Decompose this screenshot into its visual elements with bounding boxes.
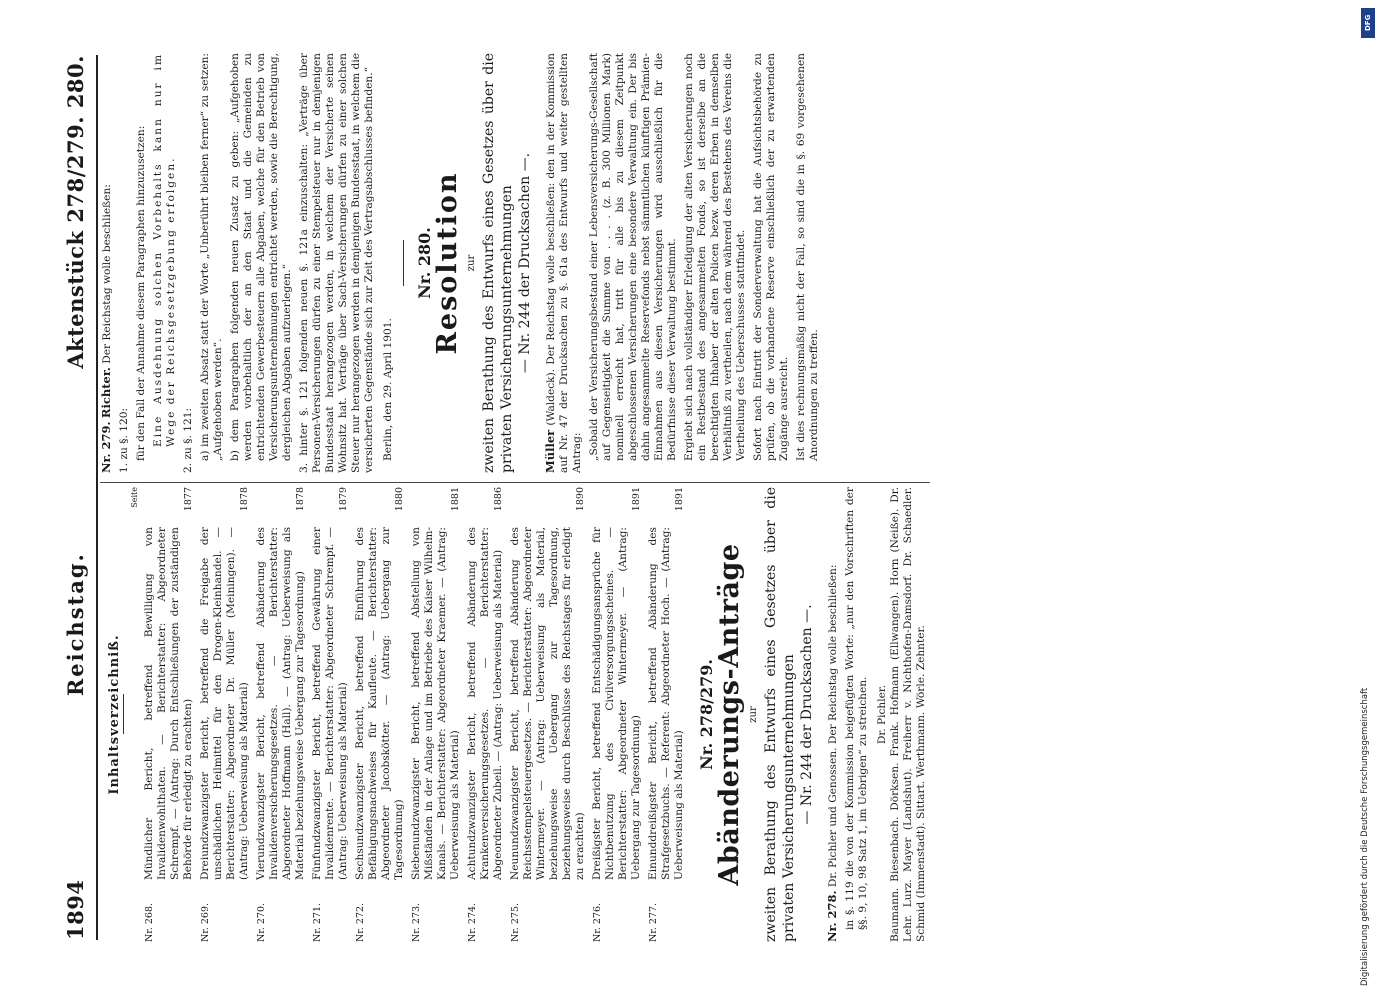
- toc-entry: [591, 487, 643, 942]
- toc-entry: [255, 487, 307, 942]
- toc-entry-page: 1881: [450, 487, 461, 512]
- toc-entry-text: Vierundzwanzigster Bericht, betreffend Abänderung des Invalidenversicherungsgesetzes. — Berichterstatter: Abgeordneter Hoffmann (Hall). — (Antrag: Ueberweisung als Material beziehungsweise Uebergang zur Tagesordnung): [255, 527, 306, 880]
- motion-280-quote3: Sofort nach Eintritt der Sonderverwaltung hat die Aufsichtsbehörde zu prüfen, ob die vorhandene Reserve einschließlich der zu erwartenden Zugänge ausreicht.: [752, 53, 790, 461]
- toc-entry: [509, 487, 587, 942]
- toc-entry: [466, 487, 505, 942]
- right-column: [100, 53, 930, 473]
- motion-280-quote2: Ergiebt sich nach vollständiger Erledigung der alten Versicherungen noch ein Restbestand des angesammelten Fonds, so ist derselbe an die berechtigten Inhaber der alten Policen bezw. deren Erben in demselben Verhältniß zu vertheilen, nach dem während des Bestehens des Vereins die Vertheilung des Ueberschusses stattfindet.: [683, 53, 747, 461]
- page-header: [55, 55, 95, 940]
- motion-278: [826, 487, 840, 942]
- publication-name: Reichstag.: [62, 552, 88, 697]
- section-280-zur: zur: [466, 254, 477, 272]
- signers-list: Baumann. Biesenbach. Dörksen. Frank. Hofmann (Ellwangen). Horn (Neiße). Dr. Lehr. Lurz. Mayer (Landshut). Freiherr v. Nichthofen-Damsdorf. Dr. Schaedler. Schmid (Immenstadt). Sittart. Werthmann. Wörle. Zehnter.: [889, 487, 927, 942]
- toc-entry-text: Mündlicher Bericht, betreffend Bewilligung von Invalidenwohlthaten. — Berichterstatter: Abgeordneter Schrempf. — (Antrag: Durch Entschließungen der zuständigen Behörde für erledigt zu erachten): [143, 527, 194, 880]
- toc-entry-text: Sechsundzwanzigster Bericht, betreffend Einführung des Befähigungsnachweises für Kaufleute. — Berichterstatter: Abgeordneter Jacobskötter. — (Antrag: Uebergang zur Tagesordnung): [354, 527, 405, 880]
- toc-entry-number: Nr. 274.: [467, 902, 478, 942]
- toc-entry-page: 1879: [338, 487, 349, 512]
- toc-entry-page: 1878: [239, 487, 250, 512]
- motion-279-item1-label: 1. zu §. 120:: [118, 407, 130, 473]
- toc-entry-page: 1877: [183, 487, 194, 512]
- page-number: 1894: [62, 879, 88, 940]
- toc-entry: [199, 487, 251, 942]
- toc-entry-text: Fünfundzwanzigster Bericht, betreffend Gewährung einer Invalidenrente. — Berichterstatter: Abgeordneter Schrempf. — (Antrag: Ueberweisung als Material): [311, 527, 349, 880]
- motion-280-quote4: Ist dies rechnungsmäßig nicht der Fall, so sind die in §. 69 vorgesehenen Anordnungen zu treffen.: [795, 53, 820, 461]
- motion-280: [544, 53, 584, 473]
- motion-279-item1-text: für den Fall der Annahme diesem Paragraphen hinzuzusetzen:: [135, 125, 147, 461]
- motion-278-text: Dr. Pichler und Genossen. Der Reichstag wolle beschließen:: [827, 564, 839, 888]
- toc-entry: [647, 487, 686, 942]
- motion-279-item3: 3. hinter §. 121 folgenden neuen §. 121a einzuschalten: „Verträge über Personen-Versicherungen dürfen zu einer Stempelsteuer nur in demjenigen Bundesstaat herangezogen werden, in welchem der Versicherte seinen Wohnsitz hat. Verträge über Sach-Versicherungen dürfen zu einer solchen Steuer nur herangezogen werden in demjenigen Bundesstaat, in welchem die versicherten Gegenstände sich zur Zeit des Vertragsabschlusses befinden.“: [298, 53, 375, 473]
- motion-279: [100, 53, 114, 473]
- toc-entry-page: 1891: [631, 487, 642, 512]
- dfg-footer: [1355, 0, 1383, 1000]
- section-278-number: Nr. 278/279.: [697, 659, 716, 770]
- toc-entry-number: Nr. 271.: [312, 902, 323, 942]
- toc-entry-text: Dreißigster Bericht, betreffend Entschädigungsansprüche für Nichtbenutzung des Civilversorgungsscheines. — Berichterstatter: Abgeordneter Wintermeyer. — (Antrag: Uebergang zur Tagesordnung): [591, 527, 642, 880]
- toc-entry-text: Dreiundzwanzigster Bericht, betreffend die Freigabe der unschädlichen Heilmittel für den Drogen-Kleinhandel. — Berichterstatter: Abgeordneter Dr. Müller (Meiningen). — (Antrag: Ueberweisung als Material): [199, 527, 250, 880]
- toc-entry-page: 1880: [394, 487, 405, 512]
- toc-entry-text: Einunddreißigster Bericht, betreffend Abänderung des Strafgesetzbuchs. — Referent: Abgeordneter Hoch. — (Antrag: Ueberweisung als Material): [647, 527, 685, 880]
- section-280-number: Nr. 280.: [415, 227, 434, 299]
- dfg-credit: [1358, 6, 1372, 986]
- toc-entry-number: Nr. 277.: [648, 902, 659, 942]
- header-rule: [96, 55, 98, 940]
- motion-278-body: in §. 119 die von der Kommission beigefügten Worte: „nur den Vorschriften der §§. 9, 10, 98 Satz 1, im Uebrigen“ zu streichen.: [844, 487, 869, 930]
- toc-entry-number: Nr. 276.: [592, 902, 603, 942]
- toc-seite-label: Seite: [130, 487, 139, 508]
- motion-279-head: Nr. 279.: [99, 421, 113, 473]
- toc-entry-page: 1891: [674, 487, 685, 512]
- toc-entry-number: Nr. 272.: [355, 902, 366, 942]
- toc-title: Inhaltsverzeichniß.: [107, 634, 122, 795]
- document-numbers: Aktenstück 278/279. 280.: [62, 55, 88, 369]
- toc-entry-number: Nr. 270.: [256, 902, 267, 942]
- dfg-logo: DFG: [1361, 8, 1375, 38]
- toc-entry-text: Siebenundzwanzigster Bericht, betreffend Abstellung von Mißständen in der Anlage und im Betriebe des Kaiser Wilhelm-Kanals. — Berichterstatter: Abgeordneter Kraemer. — (Antrag: Ueberweisung als Material): [410, 527, 461, 880]
- motion-280-quote1: „Sobald der Versicherungsbestand einer Lebensversicherungs-Gesellschaft auf Gegenseitigkeit die Summe von . . . . (z. B. 300 Millionen Mark) nominell erreicht hat, tritt für alle bis zu diesem Zeitpunkt abgeschlossenen Versicherungen eine besondere Verwaltung ein. Der bis dahin angesammelte Reservefonds nebst sämmtlichen künftigen Prämien-Einnahmen aus diesen Versicherungen wird ausschließlich für die Bedürfnisse dieser Verwaltung bestimmt.: [588, 53, 678, 461]
- motion-280-author: Müller: [543, 429, 557, 473]
- section-rule: [403, 240, 404, 286]
- section-278-reference: — Nr. 244 der Drucksachen —.: [799, 604, 815, 825]
- section-278-zur: zur: [748, 706, 759, 723]
- motion-280-text: (Waldeck). Der Reichstag wolle beschließen: den in der Kommission auf Nr. 47 der Drucksachen zu §. 61a des Entwurfs und weiter gestellten Antrag:: [545, 53, 583, 473]
- section-280-subtitle: zweiten Berathung des Entwurfs eines Gesetzes über die privaten Versicherungsunternehmungen: [481, 53, 515, 473]
- toc-entry-number: Nr. 269.: [200, 902, 211, 942]
- toc-entry: [143, 487, 195, 942]
- motion-279-author: Richter.: [99, 367, 113, 419]
- motion-278-head: Nr. 278.: [825, 890, 839, 942]
- motion-279-item2b: b) dem Paragraphen folgenden neuen Zusatz zu geben: „Aufgehoben werden vorbehaltlich der an den Staat und die Gemeinden zu entrichtenden Gewerbesteuern alle Abgaben, welche für den Betrieb von Versicherungsunternehmungen entrichtet werden, sowie die Berechtigung, dergleichen Abgaben aufzuerlegen.“: [229, 53, 293, 461]
- motion-279-item1-quote: Eine Ausdehnung solchen Vorbehalts kann nur im Wege der Reichsgesetzgebung erfolgen.: [152, 53, 177, 447]
- toc-list: [143, 487, 686, 942]
- motion-279-intro: Der Reichstag wolle beschließen:: [101, 184, 113, 364]
- motion-279-date: Berlin, den 29. April 1901.: [382, 318, 394, 461]
- toc-entry-page: 1878: [295, 487, 306, 512]
- toc-entry: [311, 487, 350, 942]
- motion-279-item2a: a) im zweiten Absatz statt der Worte „Unberührt bleiben ferner“ zu setzen: „Aufgehoben werden“.: [199, 53, 224, 461]
- toc-entry: [410, 487, 462, 942]
- toc-entry-text: Neunundzwanzigster Bericht, betreffend Abänderung des Reichsstempelsteuergesetzes. — Berichterstatter: Abgeordneter Wintermeyer. — (Antrag: Ueberweisung als Material, beziehungsweise Uebergang zur Tagesordnung, beziehungsweise durch Beschlüsse des Reichstages für erledigt zu erachten): [509, 527, 586, 880]
- signers-head: Dr. Pichler.: [876, 684, 888, 745]
- toc-entry: [354, 487, 406, 942]
- toc-entry-number: Nr. 275.: [510, 902, 521, 942]
- motion-279-item2-label: 2. zu §. 121:: [182, 407, 194, 473]
- section-280-title: Resolution: [432, 171, 463, 355]
- toc-entry-number: Nr. 273.: [411, 902, 422, 942]
- section-278-subtitle: zweiten Berathung des Entwurfs eines Gesetzes über die privaten Versicherungsunternehmungen: [763, 487, 797, 942]
- section-278-title: Abänderungs-Anträge: [714, 543, 745, 886]
- toc-entry-text: Achtundzwanzigster Bericht, betreffend Abänderung des Krankenversicherungsgesetzes. — Berichterstatter: Abgeordneter Zubeil. — (Antrag: Ueberweisung als Material): [466, 527, 504, 880]
- toc-entry-page: 1890: [575, 487, 586, 512]
- toc-entry-page: 1886: [493, 487, 504, 512]
- toc-entry-number: Nr. 268.: [144, 902, 155, 942]
- column-divider: [100, 482, 930, 483]
- left-column: [100, 487, 930, 942]
- section-280-reference: — Nr. 244 der Drucksachen —.: [517, 152, 533, 374]
- toc-rule: [123, 695, 124, 735]
- dfg-credit-text: Digitalisierung gefördert durch die Deutsche Forschungsgemeinschaft: [1360, 687, 1370, 986]
